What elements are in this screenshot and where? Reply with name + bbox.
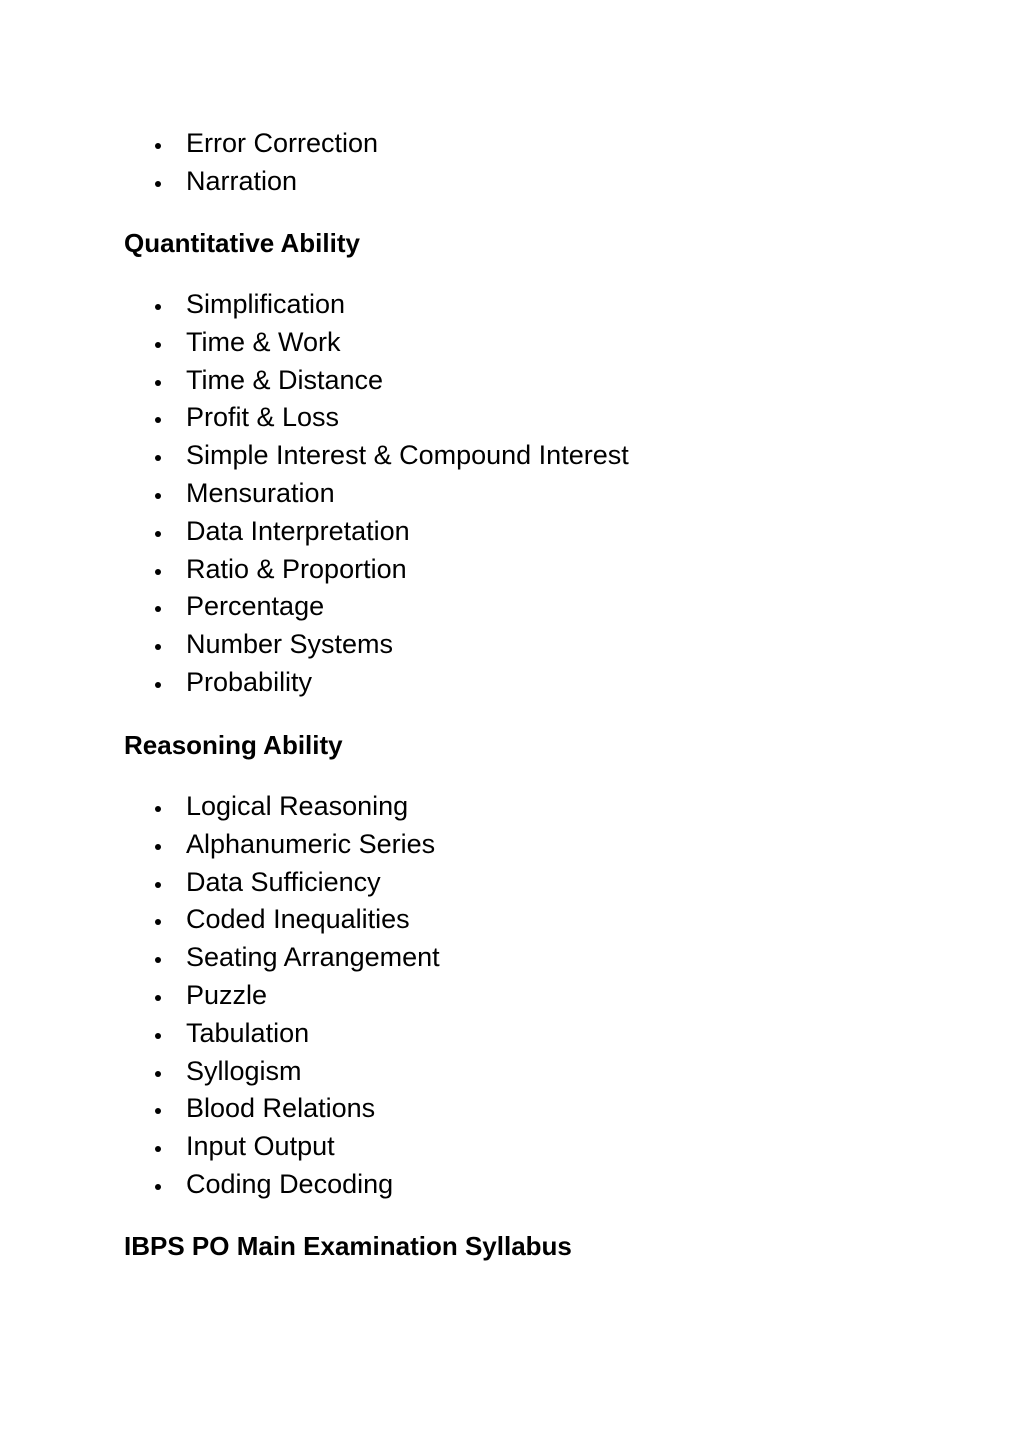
list-item: Mensuration xyxy=(150,475,629,513)
bullet-icon xyxy=(155,125,161,163)
list-item: Time & Work xyxy=(150,324,629,362)
list-item: Time & Distance xyxy=(150,362,629,400)
list-item: Blood Relations xyxy=(150,1090,440,1128)
list-item: Puzzle xyxy=(150,977,440,1015)
list-item: Error Correction xyxy=(150,125,378,163)
bullet-icon xyxy=(155,664,161,702)
bullet-icon xyxy=(155,588,161,626)
bullet-icon xyxy=(155,163,161,201)
bullet-icon xyxy=(155,513,161,551)
bullet-icon xyxy=(155,324,161,362)
list-item: Input Output xyxy=(150,1128,440,1166)
reasoning-ability-heading: Reasoning Ability xyxy=(124,730,343,760)
list-item: Data Interpretation xyxy=(150,513,629,551)
list-item: Logical Reasoning xyxy=(150,788,440,826)
list-item: Number Systems xyxy=(150,626,629,664)
list-item: Percentage xyxy=(150,588,629,626)
bullet-icon xyxy=(155,1053,161,1091)
reasoning-topics-list xyxy=(150,788,440,1204)
bullet-icon xyxy=(155,1015,161,1053)
bullet-icon xyxy=(155,399,161,437)
list-item: Syllogism xyxy=(150,1053,440,1091)
bullet-icon xyxy=(155,475,161,513)
bullet-icon xyxy=(155,1166,161,1204)
list-item: Alphanumeric Series xyxy=(150,826,440,864)
list-item: Seating Arrangement xyxy=(150,939,440,977)
bullet-icon xyxy=(155,437,161,475)
bullet-icon xyxy=(155,939,161,977)
list-item: Tabulation xyxy=(150,1015,440,1053)
bullet-icon xyxy=(155,362,161,400)
bullet-icon xyxy=(155,826,161,864)
bullet-icon xyxy=(155,626,161,664)
quantitative-topics-list xyxy=(150,286,629,702)
bullet-icon xyxy=(155,977,161,1015)
list-item: Simple Interest & Compound Interest xyxy=(150,437,629,475)
bullet-icon xyxy=(155,1090,161,1128)
bullet-icon xyxy=(155,864,161,902)
list-item: Data Sufficiency xyxy=(150,864,440,902)
bullet-icon xyxy=(155,901,161,939)
list-item: Simplification xyxy=(150,286,629,324)
list-item: Coding Decoding xyxy=(150,1166,440,1204)
list-item: Probability xyxy=(150,664,629,702)
bullet-icon xyxy=(155,551,161,589)
main-examination-heading: IBPS PO Main Examination Syllabus xyxy=(124,1231,572,1261)
bullet-icon xyxy=(155,788,161,826)
english-topics-list xyxy=(150,125,378,201)
list-item: Narration xyxy=(150,163,378,201)
list-item: Coded Inequalities xyxy=(150,901,440,939)
list-item: Ratio & Proportion xyxy=(150,551,629,589)
list-item: Profit & Loss xyxy=(150,399,629,437)
bullet-icon xyxy=(155,1128,161,1166)
bullet-icon xyxy=(155,286,161,324)
quantitative-ability-heading: Quantitative Ability xyxy=(124,228,360,258)
